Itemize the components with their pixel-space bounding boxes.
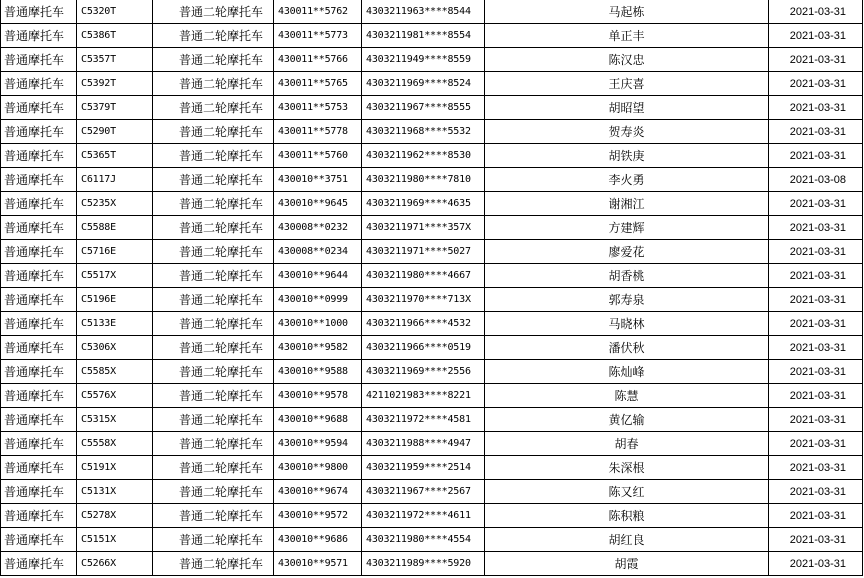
cell-id-number: 4303211971****5027: [362, 240, 485, 264]
cell-id-number: 4211021983****8221: [362, 384, 485, 408]
cell-id-number: 4303211959****2514: [362, 456, 485, 480]
table-row: [1, 120, 863, 144]
cell-vehicle-type: 普通二轮摩托车: [153, 0, 274, 24]
cell-serial: 430010**9674: [274, 480, 362, 504]
cell-vehicle-type: 普通二轮摩托车: [153, 168, 274, 192]
cell-serial: 430010**9571: [274, 552, 362, 576]
cell-date: 2021-03-31: [769, 504, 863, 528]
cell-id-number: 4303211969****2556: [362, 360, 485, 384]
cell-vehicle-type: 普通二轮摩托车: [153, 192, 274, 216]
table-row: [1, 144, 863, 168]
cell-date: 2021-03-31: [769, 288, 863, 312]
cell-vehicle-type: 普通二轮摩托车: [153, 48, 274, 72]
cell-name: 胡霞: [485, 552, 769, 576]
cell-code: C5290T: [77, 120, 153, 144]
cell-category: 普通摩托车: [1, 480, 77, 504]
cell-category: 普通摩托车: [1, 240, 77, 264]
cell-name: 朱深根: [485, 456, 769, 480]
cell-serial: 430010**9644: [274, 264, 362, 288]
cell-vehicle-type: 普通二轮摩托车: [153, 240, 274, 264]
cell-serial: 430010**9686: [274, 528, 362, 552]
cell-code: C5365T: [77, 144, 153, 168]
cell-name: 潘伏秋: [485, 336, 769, 360]
cell-serial: 430010**3751: [274, 168, 362, 192]
cell-vehicle-type: 普通二轮摩托车: [153, 528, 274, 552]
cell-code: C5306X: [77, 336, 153, 360]
cell-id-number: 4303211969****8524: [362, 72, 485, 96]
cell-vehicle-type: 普通二轮摩托车: [153, 264, 274, 288]
table-row: [1, 192, 863, 216]
cell-name: 胡铁庚: [485, 144, 769, 168]
cell-category: 普通摩托车: [1, 552, 77, 576]
cell-vehicle-type: 普通二轮摩托车: [153, 408, 274, 432]
cell-vehicle-type: 普通二轮摩托车: [153, 312, 274, 336]
table-row: [1, 96, 863, 120]
cell-date: 2021-03-31: [769, 240, 863, 264]
cell-name: 郭寿泉: [485, 288, 769, 312]
cell-name: 胡春: [485, 432, 769, 456]
cell-serial: 430010**9645: [274, 192, 362, 216]
cell-serial: 430010**9688: [274, 408, 362, 432]
cell-name: 胡香桃: [485, 264, 769, 288]
cell-id-number: 4303211972****4611: [362, 504, 485, 528]
cell-code: C5320T: [77, 0, 153, 24]
table-row: [1, 384, 863, 408]
cell-category: 普通摩托车: [1, 24, 77, 48]
cell-date: 2021-03-31: [769, 24, 863, 48]
cell-id-number: 4303211969****4635: [362, 192, 485, 216]
cell-category: 普通摩托车: [1, 144, 77, 168]
cell-category: 普通摩托车: [1, 168, 77, 192]
cell-date: 2021-03-31: [769, 360, 863, 384]
cell-serial: 430010**9582: [274, 336, 362, 360]
cell-date: 2021-03-31: [769, 216, 863, 240]
cell-serial: 430011**5766: [274, 48, 362, 72]
cell-name: 贺寿炎: [485, 120, 769, 144]
cell-serial: 430010**9578: [274, 384, 362, 408]
cell-date: 2021-03-31: [769, 336, 863, 360]
cell-vehicle-type: 普通二轮摩托车: [153, 336, 274, 360]
cell-date: 2021-03-31: [769, 48, 863, 72]
cell-vehicle-type: 普通二轮摩托车: [153, 288, 274, 312]
cell-name: 马起栋: [485, 0, 769, 24]
cell-vehicle-type: 普通二轮摩托车: [153, 144, 274, 168]
cell-date: 2021-03-31: [769, 0, 863, 24]
cell-id-number: 4303211967****8555: [362, 96, 485, 120]
cell-serial: 430011**5762: [274, 0, 362, 24]
cell-serial: 430011**5753: [274, 96, 362, 120]
table-row: [1, 48, 863, 72]
table-row: [1, 168, 863, 192]
cell-category: 普通摩托车: [1, 360, 77, 384]
cell-category: 普通摩托车: [1, 336, 77, 360]
cell-date: 2021-03-31: [769, 408, 863, 432]
cell-serial: 430011**5778: [274, 120, 362, 144]
cell-serial: 430010**0999: [274, 288, 362, 312]
cell-code: C5379T: [77, 96, 153, 120]
cell-code: C5278X: [77, 504, 153, 528]
cell-date: 2021-03-31: [769, 456, 863, 480]
cell-date: 2021-03-31: [769, 72, 863, 96]
cell-id-number: 4303211962****8530: [362, 144, 485, 168]
cell-code: C5151X: [77, 528, 153, 552]
cell-name: 陈又红: [485, 480, 769, 504]
cell-category: 普通摩托车: [1, 192, 77, 216]
table-row: [1, 552, 863, 576]
cell-id-number: 4303211980****4554: [362, 528, 485, 552]
cell-category: 普通摩托车: [1, 216, 77, 240]
cell-name: 陈汉忠: [485, 48, 769, 72]
cell-id-number: 4303211980****7810: [362, 168, 485, 192]
table-row: [1, 528, 863, 552]
cell-id-number: 4303211980****4667: [362, 264, 485, 288]
cell-code: C5386T: [77, 24, 153, 48]
cell-id-number: 4303211989****5920: [362, 552, 485, 576]
cell-id-number: 4303211963****8544: [362, 0, 485, 24]
cell-name: 陈积粮: [485, 504, 769, 528]
cell-code: C5517X: [77, 264, 153, 288]
table-row: [1, 264, 863, 288]
cell-vehicle-type: 普通二轮摩托车: [153, 456, 274, 480]
cell-serial: 430008**0234: [274, 240, 362, 264]
cell-category: 普通摩托车: [1, 120, 77, 144]
cell-vehicle-type: 普通二轮摩托车: [153, 24, 274, 48]
cell-category: 普通摩托车: [1, 312, 77, 336]
table-row: [1, 336, 863, 360]
cell-vehicle-type: 普通二轮摩托车: [153, 480, 274, 504]
cell-code: C5585X: [77, 360, 153, 384]
cell-id-number: 4303211967****2567: [362, 480, 485, 504]
cell-serial: 430010**9572: [274, 504, 362, 528]
table-row: [1, 216, 863, 240]
cell-date: 2021-03-31: [769, 480, 863, 504]
cell-id-number: 4303211949****8559: [362, 48, 485, 72]
cell-name: 王庆喜: [485, 72, 769, 96]
cell-id-number: 4303211970****713X: [362, 288, 485, 312]
table-row: [1, 312, 863, 336]
cell-vehicle-type: 普通二轮摩托车: [153, 432, 274, 456]
cell-vehicle-type: 普通二轮摩托车: [153, 504, 274, 528]
cell-vehicle-type: 普通二轮摩托车: [153, 96, 274, 120]
cell-name: 李火勇: [485, 168, 769, 192]
cell-code: C5588E: [77, 216, 153, 240]
cell-category: 普通摩托车: [1, 96, 77, 120]
table-row: [1, 432, 863, 456]
cell-category: 普通摩托车: [1, 504, 77, 528]
cell-code: C5196E: [77, 288, 153, 312]
cell-category: 普通摩托车: [1, 264, 77, 288]
cell-name: 方建辉: [485, 216, 769, 240]
cell-category: 普通摩托车: [1, 384, 77, 408]
cell-date: 2021-03-31: [769, 264, 863, 288]
cell-name: 单正丰: [485, 24, 769, 48]
cell-serial: 430011**5765: [274, 72, 362, 96]
cell-serial: 430010**9594: [274, 432, 362, 456]
table-row: [1, 24, 863, 48]
cell-name: 胡红良: [485, 528, 769, 552]
table-row: [1, 504, 863, 528]
cell-vehicle-type: 普通二轮摩托车: [153, 120, 274, 144]
cell-serial: 430010**9588: [274, 360, 362, 384]
cell-category: 普通摩托车: [1, 432, 77, 456]
cell-category: 普通摩托车: [1, 528, 77, 552]
cell-vehicle-type: 普通二轮摩托车: [153, 72, 274, 96]
table-body: [1, 0, 863, 576]
cell-code: C5357T: [77, 48, 153, 72]
cell-date: 2021-03-31: [769, 528, 863, 552]
cell-date: 2021-03-08: [769, 168, 863, 192]
cell-code: C5133E: [77, 312, 153, 336]
cell-id-number: 4303211966****0519: [362, 336, 485, 360]
cell-id-number: 4303211966****4532: [362, 312, 485, 336]
cell-date: 2021-03-31: [769, 120, 863, 144]
cell-date: 2021-03-31: [769, 552, 863, 576]
cell-id-number: 4303211981****8554: [362, 24, 485, 48]
table-row: [1, 456, 863, 480]
cell-name: 陈灿峰: [485, 360, 769, 384]
cell-category: 普通摩托车: [1, 48, 77, 72]
cell-serial: 430008**0232: [274, 216, 362, 240]
cell-vehicle-type: 普通二轮摩托车: [153, 552, 274, 576]
cell-code: C5131X: [77, 480, 153, 504]
cell-name: 谢湘江: [485, 192, 769, 216]
cell-code: C5235X: [77, 192, 153, 216]
cell-code: C5716E: [77, 240, 153, 264]
cell-date: 2021-03-31: [769, 384, 863, 408]
cell-date: 2021-03-31: [769, 192, 863, 216]
cell-date: 2021-03-31: [769, 432, 863, 456]
cell-id-number: 4303211988****4947: [362, 432, 485, 456]
table-row: [1, 360, 863, 384]
table-row: [1, 480, 863, 504]
cell-vehicle-type: 普通二轮摩托车: [153, 216, 274, 240]
table-row: [1, 408, 863, 432]
cell-category: 普通摩托车: [1, 456, 77, 480]
cell-id-number: 4303211971****357X: [362, 216, 485, 240]
table-row: [1, 0, 863, 24]
cell-name: 马晓林: [485, 312, 769, 336]
cell-name: 廖爱花: [485, 240, 769, 264]
cell-serial: 430011**5773: [274, 24, 362, 48]
cell-name: 陈慧: [485, 384, 769, 408]
cell-serial: 430010**9800: [274, 456, 362, 480]
cell-id-number: 4303211972****4581: [362, 408, 485, 432]
cell-date: 2021-03-31: [769, 96, 863, 120]
cell-code: C5266X: [77, 552, 153, 576]
table-row: [1, 72, 863, 96]
cell-category: 普通摩托车: [1, 72, 77, 96]
cell-category: 普通摩托车: [1, 288, 77, 312]
cell-date: 2021-03-31: [769, 312, 863, 336]
cell-category: 普通摩托车: [1, 408, 77, 432]
cell-category: 普通摩托车: [1, 0, 77, 24]
cell-code: C5191X: [77, 456, 153, 480]
cell-id-number: 4303211968****5532: [362, 120, 485, 144]
cell-code: C5558X: [77, 432, 153, 456]
cell-code: C5315X: [77, 408, 153, 432]
cell-name: 黄亿输: [485, 408, 769, 432]
table-row: [1, 288, 863, 312]
cell-serial: 430010**1000: [274, 312, 362, 336]
cell-vehicle-type: 普通二轮摩托车: [153, 360, 274, 384]
table-row: [1, 240, 863, 264]
cell-name: 胡昭望: [485, 96, 769, 120]
cell-code: C5392T: [77, 72, 153, 96]
cell-code: C5576X: [77, 384, 153, 408]
cell-serial: 430011**5760: [274, 144, 362, 168]
cell-code: C6117J: [77, 168, 153, 192]
cell-vehicle-type: 普通二轮摩托车: [153, 384, 274, 408]
cell-date: 2021-03-31: [769, 144, 863, 168]
